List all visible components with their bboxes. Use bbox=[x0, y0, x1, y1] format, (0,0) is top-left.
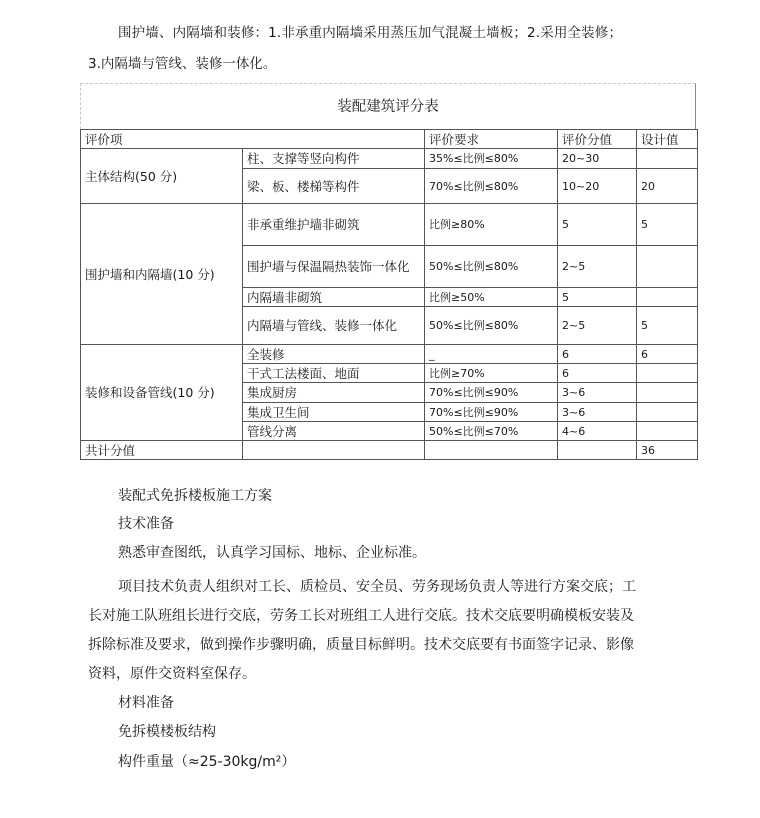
paragraph: 构件重量（≈25-30kg/m²） bbox=[118, 754, 296, 770]
design-cell: 6 bbox=[637, 345, 698, 364]
item-cell: 非承重维护墙非砌筑 bbox=[243, 204, 425, 246]
score-table bbox=[80, 129, 698, 460]
design-cell bbox=[637, 422, 698, 441]
header-requirement: 评价要求 bbox=[425, 130, 558, 149]
requirement-cell: 50%≤比例≤70% bbox=[425, 422, 558, 441]
score-cell: 6 bbox=[558, 364, 637, 383]
requirement-cell: 比例≥70% bbox=[425, 364, 558, 383]
score-cell: 6 bbox=[558, 345, 637, 364]
requirement-cell: 50%≤比例≤80% bbox=[425, 307, 558, 345]
design-cell bbox=[637, 149, 698, 169]
total-empty-cell bbox=[558, 441, 637, 460]
score-cell: 4~6 bbox=[558, 422, 637, 441]
design-cell: 5 bbox=[637, 307, 698, 345]
paragraph-line: 拆除标准及要求，做到操作步骤明确，质量目标鲜明。技术交底要有书面签字记录、影像 bbox=[88, 637, 634, 653]
score-cell: 3~6 bbox=[558, 383, 637, 403]
total-empty-cell bbox=[243, 441, 425, 460]
design-cell bbox=[637, 403, 698, 422]
paragraph-line: 长对施工队班组长进行交底，劳务工长对班组工人进行交底。技术交底要明确模板安装及 bbox=[88, 608, 634, 624]
item-cell: 集成卫生间 bbox=[243, 403, 425, 422]
requirement-cell: 比例≥50% bbox=[425, 288, 558, 307]
table-header-row bbox=[81, 130, 698, 149]
header-design: 设计值 bbox=[637, 130, 698, 149]
requirement-cell: 70%≤比例≤80% bbox=[425, 169, 558, 204]
paragraph: 免拆模楼板结构 bbox=[118, 724, 216, 740]
group-name: 主体结构(50 分) bbox=[81, 149, 243, 204]
score-cell: 2~5 bbox=[558, 246, 637, 288]
table-row bbox=[81, 204, 698, 246]
item-cell: 集成厨房 bbox=[243, 383, 425, 403]
paragraph-line: 资料，原件交资料室保存。 bbox=[88, 666, 256, 682]
requirement-cell: _ bbox=[425, 345, 558, 364]
item-cell: 围护墙与保温隔热装饰一体化 bbox=[243, 246, 425, 288]
total-label: 共计分值 bbox=[81, 441, 243, 460]
design-cell bbox=[637, 246, 698, 288]
item-cell: 柱、支撑等竖向构件 bbox=[243, 149, 425, 169]
score-cell: 2~5 bbox=[558, 307, 637, 345]
item-cell: 内隔墙非砌筑 bbox=[243, 288, 425, 307]
requirement-cell: 70%≤比例≤90% bbox=[425, 403, 558, 422]
item-cell: 干式工法楼面、地面 bbox=[243, 364, 425, 383]
subsection-heading: 材料准备 bbox=[118, 695, 174, 711]
design-cell: 5 bbox=[637, 204, 698, 246]
requirement-cell: 70%≤比例≤90% bbox=[425, 383, 558, 403]
item-cell: 梁、板、楼梯等构件 bbox=[243, 169, 425, 204]
paragraph-line: 项目技术负责人组织对工长、质检员、安全员、劳务现场负责人等进行方案交底；工 bbox=[118, 579, 636, 595]
item-cell: 管线分离 bbox=[243, 422, 425, 441]
section-heading: 装配式免拆楼板施工方案 bbox=[118, 488, 272, 504]
score-cell: 10~20 bbox=[558, 169, 637, 204]
score-cell: 20~30 bbox=[558, 149, 637, 169]
header-item: 评价项 bbox=[81, 130, 425, 149]
item-cell: 全装修 bbox=[243, 345, 425, 364]
group-name: 围护墙和内隔墙(10 分) bbox=[81, 204, 243, 345]
intro-line-1: 围护墙、内隔墙和装修：1.非承重内隔墙采用蒸压加气混凝土墙板；2.采用全装修； bbox=[118, 25, 623, 41]
table-row bbox=[81, 149, 698, 169]
group-name: 装修和设备管线(10 分) bbox=[81, 345, 243, 441]
score-cell: 5 bbox=[558, 204, 637, 246]
requirement-cell: 50%≤比例≤80% bbox=[425, 246, 558, 288]
requirement-cell: 比例≥80% bbox=[425, 204, 558, 246]
item-cell: 内隔墙与管线、装修一体化 bbox=[243, 307, 425, 345]
design-cell bbox=[637, 288, 698, 307]
design-cell bbox=[637, 364, 698, 383]
requirement-cell: 35%≤比例≤80% bbox=[425, 149, 558, 169]
design-cell bbox=[637, 383, 698, 403]
paragraph: 熟悉审查图纸，认真学习国标、地标、企业标准。 bbox=[118, 545, 426, 561]
total-row bbox=[81, 441, 698, 460]
intro-line-2: 3.内隔墙与管线、装修一体化。 bbox=[88, 56, 277, 72]
table-title: 装配建筑评分表 bbox=[80, 83, 696, 129]
design-cell: 20 bbox=[637, 169, 698, 204]
total-empty-cell bbox=[425, 441, 558, 460]
table-row bbox=[81, 345, 698, 364]
score-cell: 3~6 bbox=[558, 403, 637, 422]
header-score: 评价分值 bbox=[558, 130, 637, 149]
subsection-heading: 技术准备 bbox=[118, 516, 174, 532]
total-design: 36 bbox=[637, 441, 698, 460]
score-cell: 5 bbox=[558, 288, 637, 307]
